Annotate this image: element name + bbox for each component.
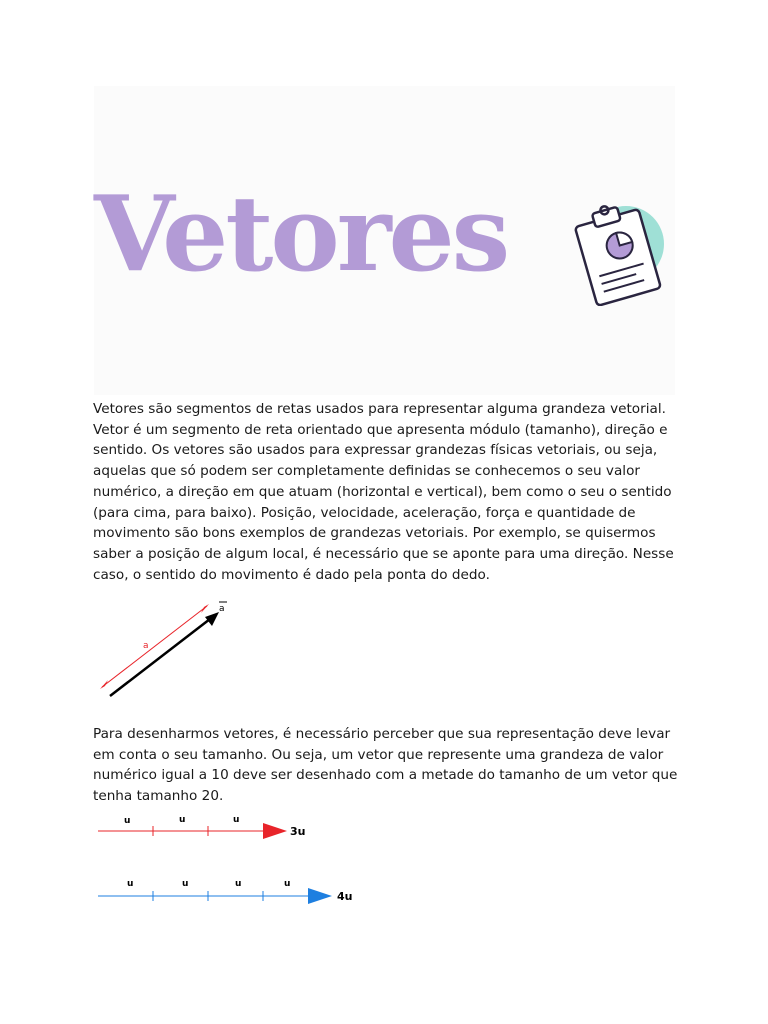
unit-label: u <box>235 879 242 889</box>
unit-vectors-diagram <box>93 806 361 916</box>
vector-3u-label: 3u <box>290 825 306 838</box>
intro-paragraph: Vetores são segmentos de retas usados para representar alguma grandeza vetorial. Vetor é um segmento de reta orientado que apresenta módulo (tamanho), direção e sentido. Os vetores são usados para expressar grandezas físicas vetoriais, ou seja, aquelas que só podem ser completamente definidas se conhecemos o seu valor numérico, a direção em que atuam (horizontal e vertical), bem como o seu o sentido (para cima, para baixo). Posição, velocidade, aceleração, força e quantidade de movimento são bons exemplos de grandezas vetoriais. Por exemplo, se quisermos saber a posição de algum local, é necessário que se aponte para uma direção. Nesse caso, o sentido do movimento é dado pela ponta do dedo. <box>93 401 674 583</box>
unit-label: u <box>124 816 131 826</box>
unit-label: u <box>284 879 291 889</box>
unit-label: u <box>179 815 186 825</box>
unit-label: u <box>127 879 134 889</box>
header-banner <box>94 86 675 395</box>
vector-4u-label: 4u <box>337 890 353 903</box>
unit-label: u <box>182 879 189 889</box>
clipboard-chart-icon <box>564 196 674 306</box>
banner-title: Vetores <box>94 172 508 295</box>
unit-label: u <box>233 815 240 825</box>
vector-diagram <box>93 596 233 706</box>
module-label: a <box>143 641 149 651</box>
vector-label: a <box>219 604 225 614</box>
drawing-paragraph: Para desenharmos vetores, é necessário perceber que sua representação deve levar em conta o seu tamanho. Ou seja, um vetor que represente uma grandeza de valor numérico igual a 10 deve ser desenhado com a metade do tamanho de um vetor que tenha tamanho 20. <box>93 726 678 805</box>
